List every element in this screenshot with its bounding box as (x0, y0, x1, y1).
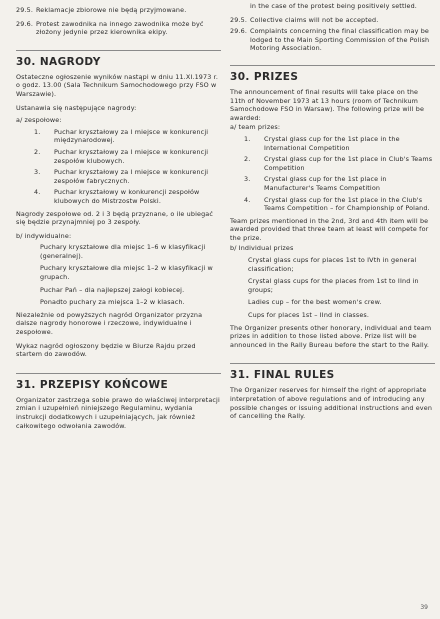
team-prizes-list-pl (16, 128, 221, 206)
list-item: Ladies cup – for the best women's crew. (248, 298, 382, 307)
individual-prizes-label-pl: b/ indywidualne: (16, 231, 72, 240)
list-item: Cups for places 1st – IInd in classes. (248, 311, 370, 320)
section-30-intro-en: The announcement of final results will take place on the 11th of November 1973 at 13 hours (room of Technikum Samochodowe FSO in Warsaw). The following prize will be awarded: (230, 87, 425, 122)
list-item: Crystal glass cups for the places from 1st to IInd in groups; (248, 277, 419, 294)
rule-number: 29.5. (230, 15, 248, 24)
rule-29-5-en (230, 16, 435, 25)
rule-number: 29.6. (16, 19, 34, 28)
list-item: 1. Crystal glass cup for the 1st place in the International Competition (244, 134, 400, 152)
list-item: 4. Puchar kryształowy w konkurencji zespołów klubowych do Mistrzostw Polski. (34, 188, 200, 205)
section-title: 31. PRZEPISY KOŃCOWE (16, 378, 169, 391)
team-prizes-label-en: a/ team prizes: (230, 123, 281, 132)
additional-prizes-pl: Niezależnie od powyższych nagród Organizator przyzna dalsze nagrody honorowe i rzeczowe, indywidualne i zespołowe. (16, 310, 203, 337)
list-item: Ponadto puchary za miejsca 1–2 w klasach. (40, 298, 185, 307)
polish-column (16, 6, 221, 435)
page-number: 39 (420, 604, 428, 611)
section-title: 30. NAGRODY (16, 55, 101, 68)
section-30-intro-pl: Ostateczne ogłoszenie wyników nastąpi w dniu 11.XI.1973 r. o godz. 13.00 (Sala Technikum Samochodowego przy FSO w Warszawie). (16, 72, 218, 98)
individual-prizes-label-en: b/ Individual prizes (230, 244, 294, 253)
section-31-text-en: The Organizer reserves for himself the right of appropriate interpretation of above regulations and of introducing any possible changes or issuing additional instructions and even of cancelling the Rally. (230, 386, 433, 421)
list-item: 3. Crystal glass cup for the 1st place in Manufacturer's Teams Competition (244, 175, 387, 192)
section-31-heading-en (230, 363, 435, 381)
team-prizes-label-pl: a/ zespołowe: (16, 116, 62, 125)
list-item: Puchary kryształowe dla miejsc 1–2 w klasyfikacji w grupach. (40, 264, 213, 282)
individual-prizes-list-en (230, 256, 435, 320)
list-item: 4. Crystal glass cup for the 1st place in the Club's Teams Competition – for Championship of Poland. (244, 195, 430, 213)
list-item: 2. Puchar kryształowy za I miejsce w konkurencji zespołów klubowych. (34, 147, 209, 165)
list-item: Puchary kryształowe dla miejsc 1–6 w klasyfikacji (generalnej). (40, 243, 206, 260)
list-item: 2. Crystal glass cup for the 1st place in Club's Teams Competition (244, 155, 433, 172)
section-title: 30. PRIZES (230, 70, 299, 83)
rule-29-6-en (230, 27, 435, 53)
section-30-heading-en (230, 65, 435, 83)
list-item: Puchar Pań – dla najlepszej załogi kobiecej. (40, 285, 185, 294)
section-31-text-pl: Organizator zastrzega sobie prawo do właściwej interpretacji zmian i uzupełnień niniejszego Regulaminu, wydania instrukcji dodatkowych i uzupełniających, jak również całkowitego odwołania zawodów. (16, 395, 220, 430)
section-31-heading-pl (16, 373, 221, 391)
english-column (230, 2, 435, 426)
rule-text: Reklamacje zbiorowe nie będą przyjmowane. (36, 6, 187, 14)
team-prizes-note-pl: Nagrody zespołowe od. 2 i 3 będą przyznane, o ile ubiegać się będzie przynajmniej po 3 zespoły. (16, 209, 214, 227)
list-item: Crystal glass cups for places 1st to IVth in general classification; (248, 256, 417, 273)
prizes-established-pl: Ustanawia się następujące nagrody: (16, 103, 137, 112)
rule-text: Collective claims will not be accepted. (250, 15, 379, 24)
rule-text: Complaints concerning the final classification may be lodged to the Main Sporting Commission of the Polish Motoring Association. (250, 27, 430, 53)
team-prizes-note-en: Team prizes mentioned in the 2nd, 3rd and 4th item will be awarded provided that three team at least will compete for the prize. (230, 216, 429, 242)
individual-prizes-list-pl (16, 243, 221, 307)
section-30-heading-pl (16, 50, 221, 68)
rule-29-6-pl (16, 20, 221, 37)
additional-prizes-en: The Organizer presents other honorary, individual and team prizes in addition to those listed above. Prize list will be announced in the Rally Bureau before the start to the Rally. (230, 323, 432, 349)
team-prizes-list-en (230, 135, 435, 213)
list-item: 1. Puchar kryształowy za I miejsce w konkurencji międzynarodowej. (34, 127, 209, 145)
prize-list-note-pl: Wykaz nagród ogłoszony będzie w Biurze Rajdu przed startem do zawodów. (16, 341, 196, 359)
protest-continuation-en: in the case of the protest being positively settled. (250, 2, 417, 10)
list-item: 3. Puchar kryształowy za I miejsce w konkurencji zespołów fabrycznych. (34, 168, 209, 185)
section-title: 31. FINAL RULES (230, 369, 335, 382)
rule-number: 29.5. (16, 6, 34, 14)
rule-29-5-pl (16, 6, 221, 15)
rule-text: Protest zawodnika na innego zawodnika może być złożony jedynie przez kierownika ekipy. (36, 19, 204, 37)
rule-number: 29.6. (230, 27, 248, 36)
